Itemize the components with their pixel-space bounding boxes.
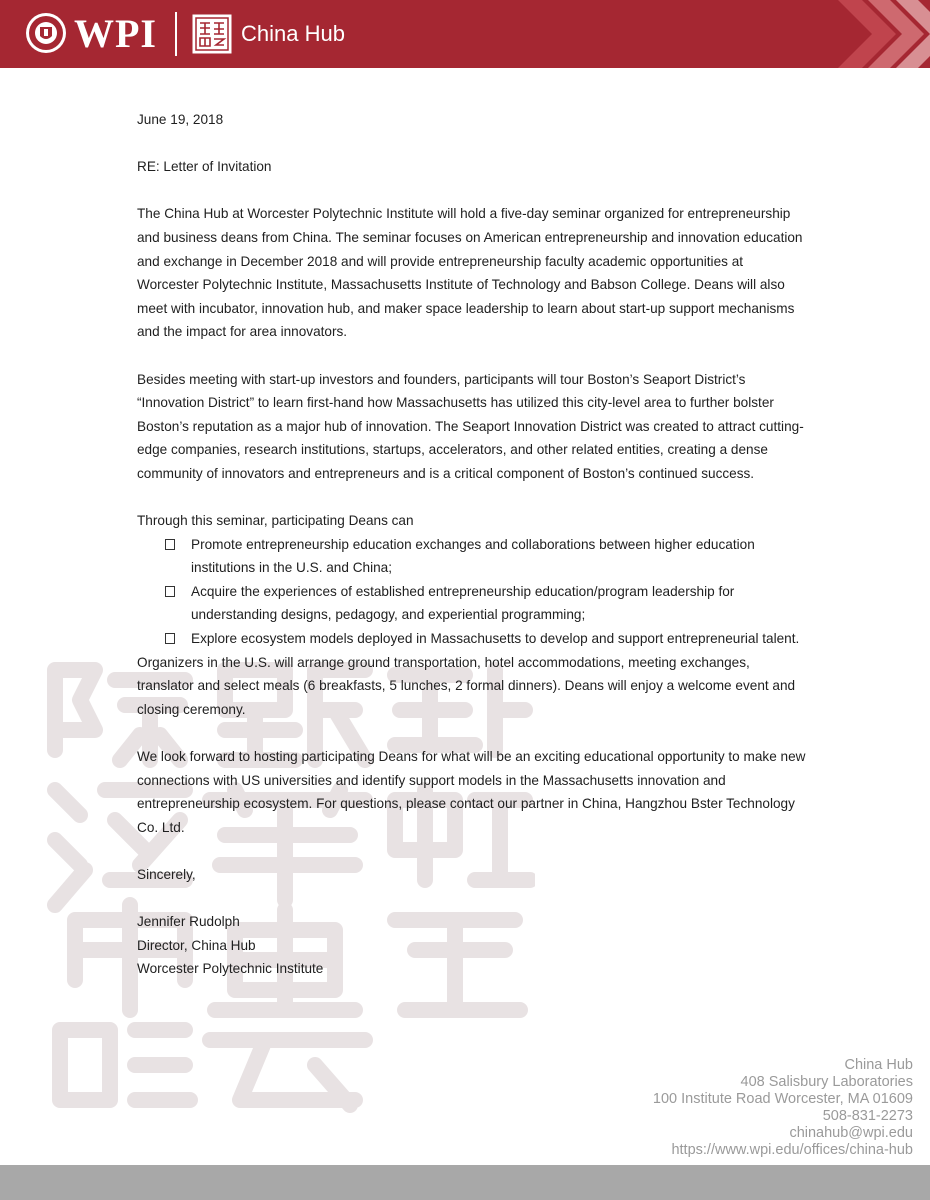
letter-subject: RE: Letter of Invitation bbox=[137, 159, 272, 175]
footer-address-line-1: 408 Salisbury Laboratories bbox=[740, 1074, 913, 1090]
checkbox-bullet-icon bbox=[165, 633, 175, 644]
footer-contact-block bbox=[653, 1057, 913, 1159]
checkbox-bullet-icon bbox=[165, 539, 175, 550]
letter-closing: Sincerely, bbox=[137, 867, 196, 882]
letter-paragraph-2: Besides meeting with start-up investors and founders, participants will tour Boston’s Seaport District’s “Innovation District” to learn first-hand how Massachusetts has utilized this city-level area to further bolster Boston’s reputation as a major hub of innovation. The Seaport Innovation District was created to attract cutting-edge companies, research institutions, startups, accelerators, and other related entities, creating a dense community of innovators and entrepreneurs and is a critical component of Boston’s continued success. bbox=[137, 371, 804, 481]
china-hub-title: China Hub bbox=[241, 21, 345, 46]
letter-paragraph-4: We look forward to hosting participating Deans for what will be an exciting educational opportunity to make new connections with US universities and identify support models in the Massachusetts innovation and entrepreneurship ecosystem. For questions, please contact our partner in China, Hangzhou Bster Technology Co. Ltd. bbox=[137, 749, 806, 835]
signer-title: Director, China Hub bbox=[137, 937, 256, 953]
letterhead-banner bbox=[0, 0, 930, 68]
letter-paragraph-3: Organizers in the U.S. will arrange ground transportation, hotel accommodations, meeting exchanges, translator and select meals (6 breakfasts, 5 lunches, 2 formal dinners). Deans will enjoy a welcome event and closing ceremony. bbox=[137, 654, 796, 717]
header-divider bbox=[175, 12, 177, 56]
letter-body bbox=[137, 108, 807, 981]
bullet-text: Explore ecosystem models deployed in Massachusetts to develop and support entrepreneurial talent. bbox=[191, 631, 800, 647]
bullet-text: Acquire the experiences of established entrepreneurship education/program leadership for understanding designs, pedagogy, and experiential programming; bbox=[191, 583, 735, 623]
wpi-logo-text: WPI bbox=[74, 11, 157, 56]
signer-organization: Worcester Polytechnic Institute bbox=[137, 961, 324, 977]
footer-band bbox=[0, 1165, 930, 1200]
list-item bbox=[137, 580, 807, 627]
list-item bbox=[137, 627, 807, 651]
bullet-text: Promote entrepreneurship education exchanges and collaborations between higher education institutions in the U.S. and China; bbox=[191, 536, 755, 576]
footer-email: chinahub@wpi.edu bbox=[789, 1125, 913, 1141]
letter-bullets-intro: Through this seminar, participating Deans can bbox=[137, 513, 414, 529]
signer-name: Jennifer Rudolph bbox=[137, 914, 240, 930]
footer-address-line-2: 100 Institute Road Worcester, MA 01609 bbox=[652, 1091, 913, 1107]
chevron-pattern-decoration bbox=[810, 0, 930, 68]
letter-paragraph-1: The China Hub at Worcester Polytechnic Institute will hold a five-day seminar organized for entrepreneurship and business deans from China. The seminar focuses on American entrepreneurship and innovation education and exchange in December 2018 and will provide entrepreneurship faculty academic opportunities at Worcester Polytechnic Institute, Massachusetts Institute of Technology and Babson College. Deans will also meet with incubator, innovation hub, and maker space leadership to learn about start-up support mechanisms and the impact for area innovators. bbox=[137, 206, 803, 340]
checkbox-bullet-icon bbox=[165, 586, 175, 597]
letter-date: June 19, 2018 bbox=[137, 112, 224, 127]
footer-office-name: China Hub bbox=[844, 1057, 913, 1073]
china-hub-mark-logo bbox=[192, 14, 232, 54]
list-item bbox=[137, 533, 807, 580]
footer-url: https://www.wpi.edu/offices/china-hub bbox=[671, 1142, 913, 1158]
footer-phone: 508-831-2273 bbox=[822, 1108, 913, 1124]
wpi-seal-logo bbox=[25, 12, 67, 54]
letter-bullet-list bbox=[137, 533, 807, 651]
